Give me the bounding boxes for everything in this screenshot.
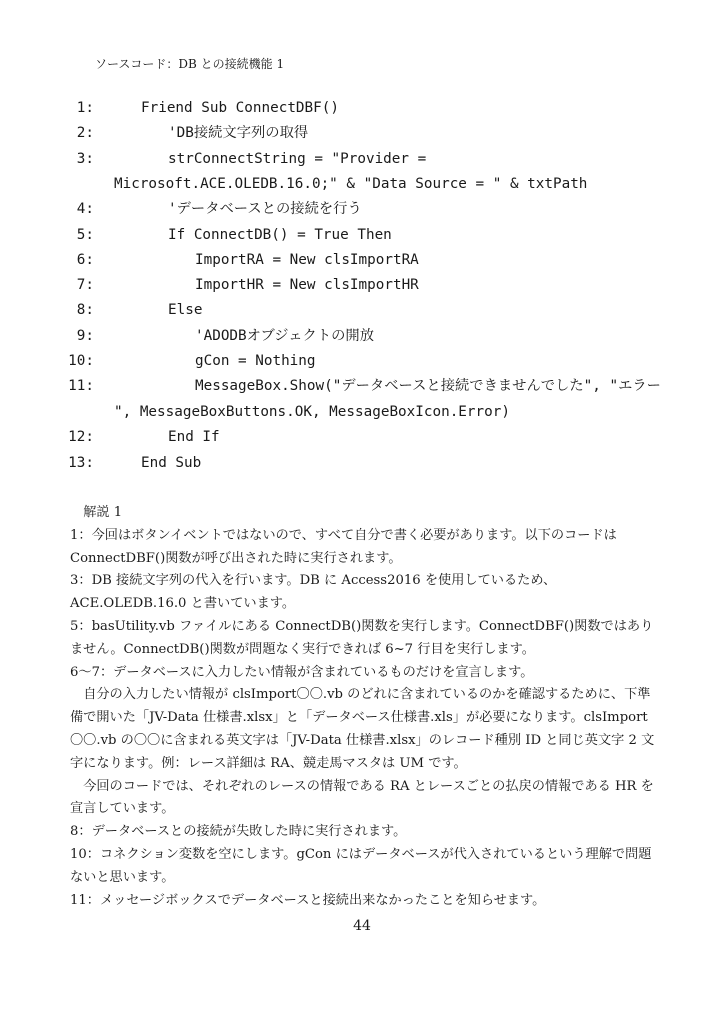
code-line: Else (168, 302, 203, 318)
line-number: 2: (76, 125, 94, 141)
explanation-title: 解説 1 (83, 505, 123, 520)
code-line: 'DB接続文字列の取得 (168, 125, 309, 141)
line-number: 8: (76, 302, 94, 318)
explanation-paragraph: 5：basUtility.vb ファイルにある ConnectDB()関数を実行します。ConnectDBF()関数ではありません。ConnectDB()関数が問題なく実行できれば 6~7 行目を実行します。 (70, 618, 654, 657)
code-line-continuation: ", MessageBoxButtons.OK, MessageBoxIcon.Error) (114, 404, 510, 420)
listing-caption: ソースコード：DB との接続機能 1 (95, 57, 285, 71)
line-number: 10: (68, 353, 94, 369)
code-line: 'データベースとの接続を行う (168, 201, 362, 217)
page-number: 44 (353, 918, 371, 934)
explanation-paragraph: 10：コネクション変数を空にします。gCon にはデータベースが代入されているという理解で問題ないと思います。 (70, 846, 652, 885)
line-number: 12: (68, 429, 94, 445)
explanation-paragraph: 8：データベースとの接続が失敗した時に実行されます。 (70, 824, 407, 840)
code-line: Friend Sub ConnectDBF() (141, 100, 339, 116)
line-number: 13: (68, 455, 94, 471)
line-number: 11: (68, 378, 94, 394)
code-line: gCon = Nothing (195, 353, 316, 369)
code-line: ImportRA = New clsImportRA (195, 252, 419, 268)
line-number: 3: (76, 151, 94, 167)
code-line: End Sub (141, 455, 202, 471)
code-line: ImportHR = New clsImportHR (195, 277, 419, 293)
explanation-paragraph: 今回のコードでは、それぞれのレースの情報である RA とレースごとの払戻の情報である HR を宣言しています。 (70, 778, 654, 817)
explanation-section (70, 502, 660, 912)
explanation-paragraph: 3：DB 接続文字列の代入を行います。DB に Access2016 を使用しているため、ACE.OLEDB.16.0 と書いています。 (70, 573, 557, 612)
line-number: 4: (76, 201, 94, 217)
code-line: MessageBox.Show("データベースと接続できませんでした", "エラー (195, 378, 661, 394)
code-line: strConnectString = "Provider = (168, 151, 427, 167)
explanation-paragraph: 6～7：データベースに入力したい情報が含まれているものだけを宣言します。 (70, 664, 534, 680)
code-line: End If (168, 429, 220, 445)
line-number: 7: (76, 277, 94, 293)
explanation-paragraph: 11：メッセージボックスでデータベースと接続出来なかったことを知らせます。 (70, 892, 546, 908)
code-line: If ConnectDB() = True Then (168, 227, 392, 243)
line-number: 9: (76, 328, 94, 344)
explanation-paragraph: 自分の入力したい情報が clsImport〇〇.vb のどれに含まれているのかを確認するために、下準備で開いた「JV-Data 仕様書.xlsx」と「データベース仕様書.xls」が必要になります。clsImport〇〇.vb の〇〇に含まれる英文字は「JV-Data 仕様書.xlsx」のレコード種別 ID と同じ英文字 2 文字になります。例：レース詳細は RA、競走馬マスタは UM です。 (70, 687, 655, 771)
line-number: 1: (76, 100, 94, 116)
line-number: 6: (76, 252, 94, 268)
code-line: 'ADODBオブジェクトの開放 (195, 328, 375, 344)
explanation-paragraph: 1：今回はボタンイベントではないので、すべて自分で書く必要があります。以下のコードはConnectDBF()関数が呼び出された時に実行されます。 (70, 527, 617, 566)
line-number: 5: (76, 227, 94, 243)
code-line-continuation: Microsoft.ACE.OLEDB.16.0;" & "Data Source = " & txtPath (114, 176, 588, 192)
